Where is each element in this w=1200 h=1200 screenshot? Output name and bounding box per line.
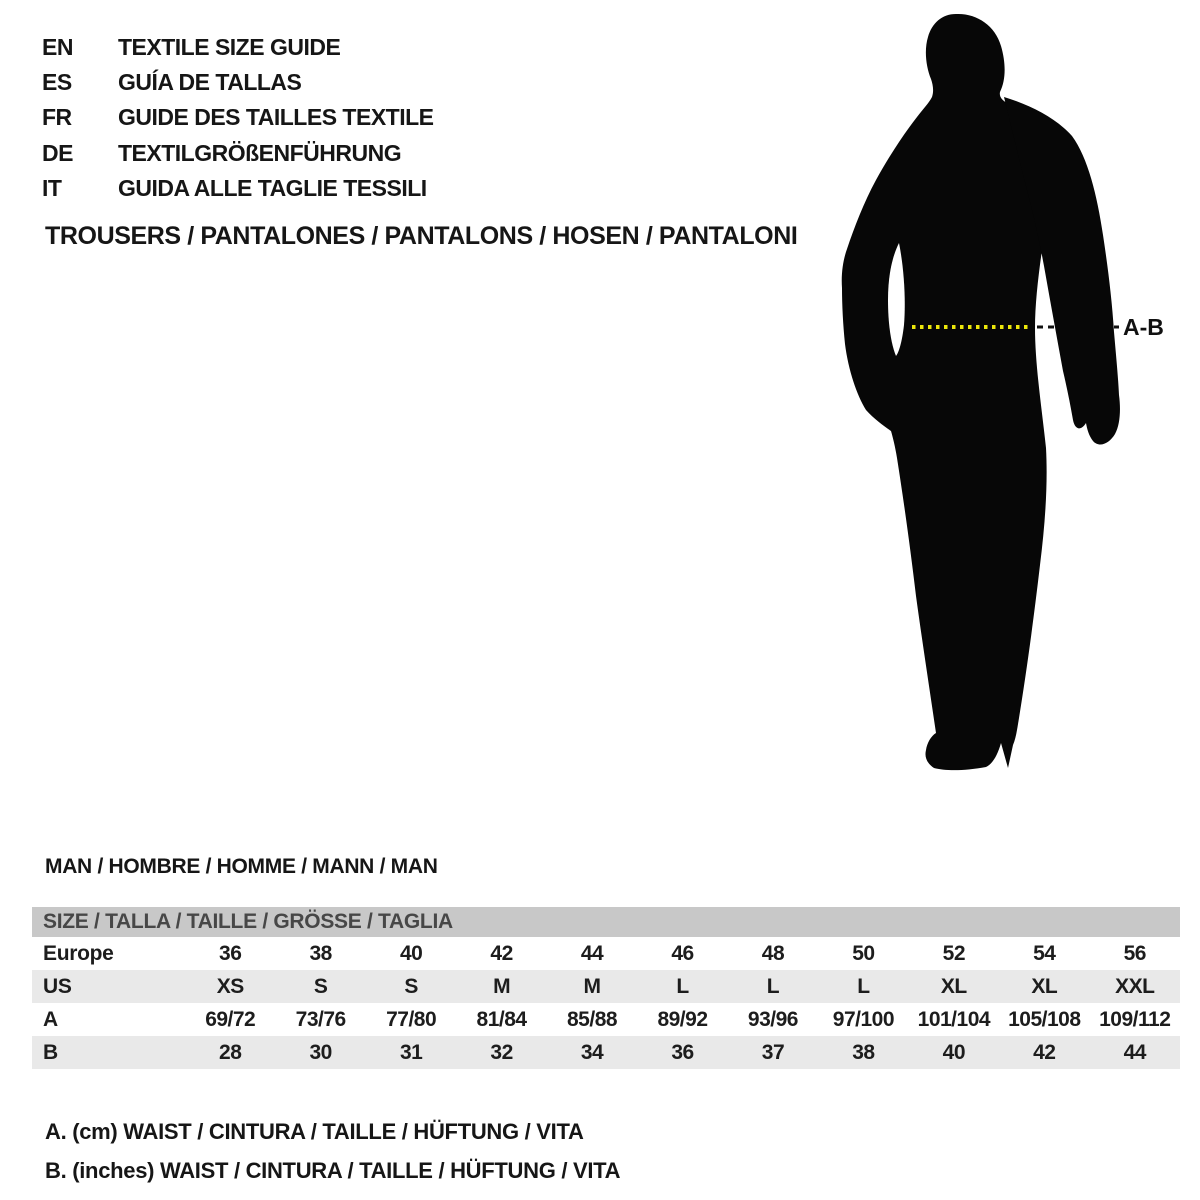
man-silhouette-figure [820, 0, 1200, 780]
size-cell: M [493, 974, 511, 998]
table-row [32, 1036, 1180, 1069]
size-cell: L [766, 974, 780, 998]
size-cell: 44 [580, 941, 604, 965]
category-heading: TROUSERS / PANTALONES / PANTALONS / HOSEN / PANTALONI [45, 222, 798, 250]
language-row [42, 30, 434, 65]
size-cell: XL [940, 974, 967, 998]
size-cell: 32 [490, 1040, 513, 1064]
size-cell: 93/96 [747, 1007, 798, 1031]
language-row [42, 65, 434, 100]
size-cell: 69/72 [205, 1007, 256, 1031]
row-label: Europe [43, 941, 114, 965]
language-row [42, 136, 434, 171]
size-cell: 85/88 [567, 1007, 618, 1031]
language-row [42, 171, 434, 206]
language-code: FR [42, 104, 72, 131]
size-cell: 38 [852, 1040, 875, 1064]
table-row [32, 1003, 1180, 1036]
man-silhouette-svg [820, 0, 1200, 780]
size-cell: 101/104 [917, 1007, 991, 1031]
size-cell: 81/84 [476, 1007, 527, 1031]
size-cell: 34 [580, 1040, 604, 1064]
row-label: A [43, 1007, 58, 1031]
row-label: B [43, 1040, 58, 1064]
size-cell: S [404, 974, 418, 998]
measure-label: A-B [1123, 314, 1164, 340]
section-heading: MAN / HOMBRE / HOMME / MANN / MAN [45, 855, 438, 878]
table-row [32, 937, 1180, 970]
size-cell: 36 [671, 1040, 694, 1064]
size-cell: 46 [671, 941, 694, 965]
language-label: GUIDE DES TAILLES TEXTILE [118, 104, 434, 131]
language-label: TEXTILE SIZE GUIDE [118, 34, 341, 61]
size-table-body [32, 937, 1180, 1069]
size-table [32, 907, 1180, 1069]
size-cell: 38 [309, 941, 332, 965]
size-cell: M [583, 974, 601, 998]
language-code: DE [42, 139, 73, 166]
size-cell: 36 [219, 941, 242, 965]
size-cell: 44 [1123, 1040, 1146, 1064]
size-table-header: SIZE / TALLA / TAILLE / GRÖSSE / TAGLIA [32, 907, 1180, 937]
size-cell: XXL [1115, 974, 1155, 998]
language-code: EN [42, 34, 73, 61]
size-cell: 37 [761, 1040, 785, 1064]
row-label: US [43, 974, 72, 998]
language-label: GUÍA DE TALLAS [118, 69, 302, 96]
size-cell: 40 [399, 941, 423, 965]
size-cell: 73/76 [295, 1007, 346, 1031]
size-cell: 42 [490, 941, 513, 965]
size-cell: 89/92 [657, 1007, 708, 1031]
size-cell: 42 [1033, 1040, 1056, 1064]
size-cell: 52 [942, 941, 966, 965]
footnote: A. (cm) WAIST / CINTURA / TAILLE / HÜFTUNG / VITA [45, 1119, 584, 1144]
size-cell: L [676, 974, 689, 998]
footnote: B. (inches) WAIST / CINTURA / TAILLE / HÜFTUNG / VITA [45, 1158, 621, 1183]
language-label: TEXTILGRÖßENFÜHRUNG [118, 139, 402, 166]
size-cell: 31 [399, 1040, 423, 1064]
language-list [42, 30, 434, 206]
size-cell: 56 [1123, 941, 1146, 965]
size-cell: 105/108 [1008, 1007, 1081, 1031]
size-cell: 109/112 [1099, 1007, 1171, 1031]
size-cell: S [313, 974, 328, 998]
size-cell: XS [216, 974, 244, 998]
footnotes [45, 1112, 620, 1190]
size-cell: L [857, 974, 870, 998]
table-row [32, 970, 1180, 1003]
language-code: ES [42, 69, 72, 96]
size-cell: 77/80 [386, 1007, 437, 1031]
size-cell: 50 [852, 941, 875, 965]
language-label: GUIDA ALLE TAGLIE TESSILI [118, 174, 427, 201]
size-cell: 40 [942, 1040, 966, 1064]
language-row [42, 100, 434, 135]
size-cell: XL [1031, 974, 1058, 998]
size-cell: 54 [1033, 941, 1056, 965]
size-cell: 28 [219, 1040, 242, 1064]
size-cell: 97/100 [832, 1007, 895, 1031]
size-cell: 30 [309, 1040, 332, 1064]
size-cell: 48 [761, 941, 785, 965]
language-code: IT [42, 174, 62, 201]
